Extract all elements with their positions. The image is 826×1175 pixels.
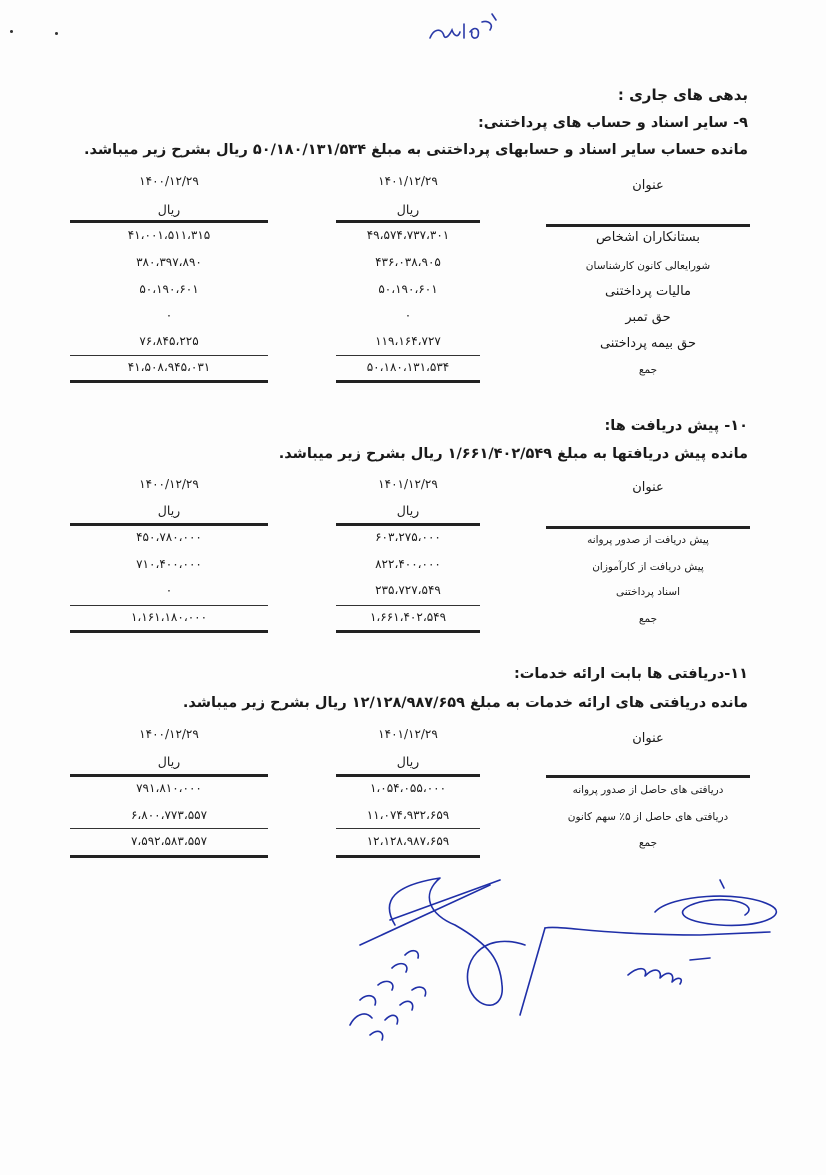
column-unit-prior: ریال [157, 503, 181, 518]
prior-total: ۴۱،۵۰۸،۹۴۵،۰۳۱ [127, 360, 211, 374]
total-label: جمع [638, 613, 658, 625]
total-label: جمع [638, 837, 658, 849]
section-9-description: مانده حساب سایر اسناد و حسابهای پرداختنی به مبلغ ۵۰/۱۸۰/۱۳۱/۵۳۴ ریال بشرح زیر میباشد. [83, 142, 748, 158]
row-label: شورایعالی کانون کارشناسان [585, 260, 711, 272]
column-unit-current: ریال [396, 202, 420, 217]
row-label: حق بیمه پرداختنی [599, 336, 697, 351]
current-value: ۴۳۶،۰۳۸،۹۰۵ [375, 255, 441, 269]
section-10-description: مانده پیش دریافتها به مبلغ ۱/۶۶۱/۴۰۲/۵۴۹ ریال بشرح زیر میباشد. [278, 446, 748, 462]
section-11-description: مانده دریافتی های ارائه خدمات به مبلغ ۱۲/۱۲۸/۹۸۷/۶۵۹ ریال بشرح زیر میباشد. [182, 695, 748, 711]
signature-stroke [370, 987, 426, 1040]
signature-stroke [520, 928, 545, 1015]
prior-value: ۴۱،۰۰۱،۵۱۱،۳۱۵ [127, 228, 211, 242]
signature-stroke [389, 878, 525, 1005]
current-total: ۱۲،۱۲۸،۹۸۷،۶۵۹ [366, 834, 450, 848]
row-label: دریافتی های حاصل از ۵٪ سهم کانون [567, 811, 729, 823]
row-label: حق تمبر [625, 310, 671, 325]
column-unit-prior: ریال [157, 202, 181, 217]
signature-stroke [720, 880, 724, 888]
current-value: ۵۰،۱۹۰،۶۰۱ [378, 282, 438, 296]
current-value: ۱۱،۰۷۴،۹۳۲،۶۵۹ [366, 808, 450, 822]
signature-stroke [350, 951, 418, 1025]
prior-value: ۵۰،۱۹۰،۶۰۱ [139, 282, 199, 296]
prior-value: ۳۸۰،۳۹۷،۸۹۰ [136, 255, 202, 269]
column-unit-current: ریال [396, 754, 420, 769]
column-header-title: عنوان [632, 731, 664, 746]
prior-total: ۷،۵۹۲،۵۸۳،۵۵۷ [130, 834, 208, 848]
total-label: جمع [638, 364, 658, 376]
signature-stroke [655, 896, 776, 925]
signature-stroke [390, 880, 500, 920]
signature-stroke [628, 958, 710, 984]
column-header-current-date: ۱۴۰۱/۱۲/۲۹ [378, 477, 438, 491]
row-label: دریافتی های حاصل از صدور پروانه [572, 784, 724, 796]
column-header-title: عنوان [632, 480, 664, 495]
column-header-prior-date: ۱۴۰۰/۱۲/۲۹ [139, 174, 199, 188]
current-value: ۸۲۲،۴۰۰،۰۰۰ [375, 557, 441, 571]
current-value: ۲۳۵،۷۲۷،۵۴۹ [375, 583, 441, 597]
page-heading: بدهی های جاری : [617, 86, 748, 104]
column-header-title: عنوان [632, 178, 664, 193]
row-label: پیش دریافت از کارآموزان [592, 561, 704, 573]
row-label: اسناد پرداختنی [616, 586, 680, 598]
row-label: پیش دریافت از صدور پروانه [587, 534, 709, 546]
current-value: ۴۹،۵۷۴،۷۳۷،۳۰۱ [366, 228, 450, 242]
prior-value: ۷۱۰،۴۰۰،۰۰۰ [136, 557, 202, 571]
prior-value: ۶،۸۰۰،۷۷۳،۵۵۷ [130, 808, 208, 822]
prior-total: ۱،۱۶۱،۱۸۰،۰۰۰ [130, 610, 208, 624]
current-total: ۱،۶۶۱،۴۰۲،۵۴۹ [369, 610, 447, 624]
prior-value: ۰ [165, 308, 173, 322]
current-value: ۶۰۳،۲۷۵،۰۰۰ [375, 530, 441, 544]
section-11-title: ۱۱-دریافتی ها بابت ارائه خدمات: [514, 666, 748, 682]
column-header-prior-date: ۱۴۰۰/۱۲/۲۹ [139, 477, 199, 491]
column-header-prior-date: ۱۴۰۰/۱۲/۲۹ [139, 727, 199, 741]
column-unit-current: ریال [396, 503, 420, 518]
row-label: مالیات پرداختنی [604, 284, 692, 299]
prior-value: ۷۹۱،۸۱۰،۰۰۰ [136, 781, 202, 795]
prior-value: ۴۵۰،۷۸۰،۰۰۰ [136, 530, 202, 544]
current-value: ۱،۰۵۴،۰۵۵،۰۰۰ [369, 781, 447, 795]
section-9-title: ۹- سایر اسناد و حساب های پرداختنی: [477, 115, 748, 131]
column-header-current-date: ۱۴۰۱/۱۲/۲۹ [378, 174, 438, 188]
signature-stroke [360, 885, 490, 945]
prior-value: ۷۶،۸۴۵،۲۲۵ [139, 334, 199, 348]
column-unit-prior: ریال [157, 754, 181, 769]
section-10-title: ۱۰- پیش دریافت ها: [604, 418, 748, 434]
current-total: ۵۰،۱۸۰،۱۳۱،۵۳۴ [366, 360, 450, 374]
signature-stroke [545, 927, 770, 935]
column-header-current-date: ۱۴۰۱/۱۲/۲۹ [378, 727, 438, 741]
prior-value: ۰ [165, 583, 173, 597]
current-value: ۰ [404, 308, 412, 322]
current-value: ۱۱۹،۱۶۴،۷۲۷ [375, 334, 441, 348]
row-label: بستانکاران اشخاص [596, 230, 700, 245]
